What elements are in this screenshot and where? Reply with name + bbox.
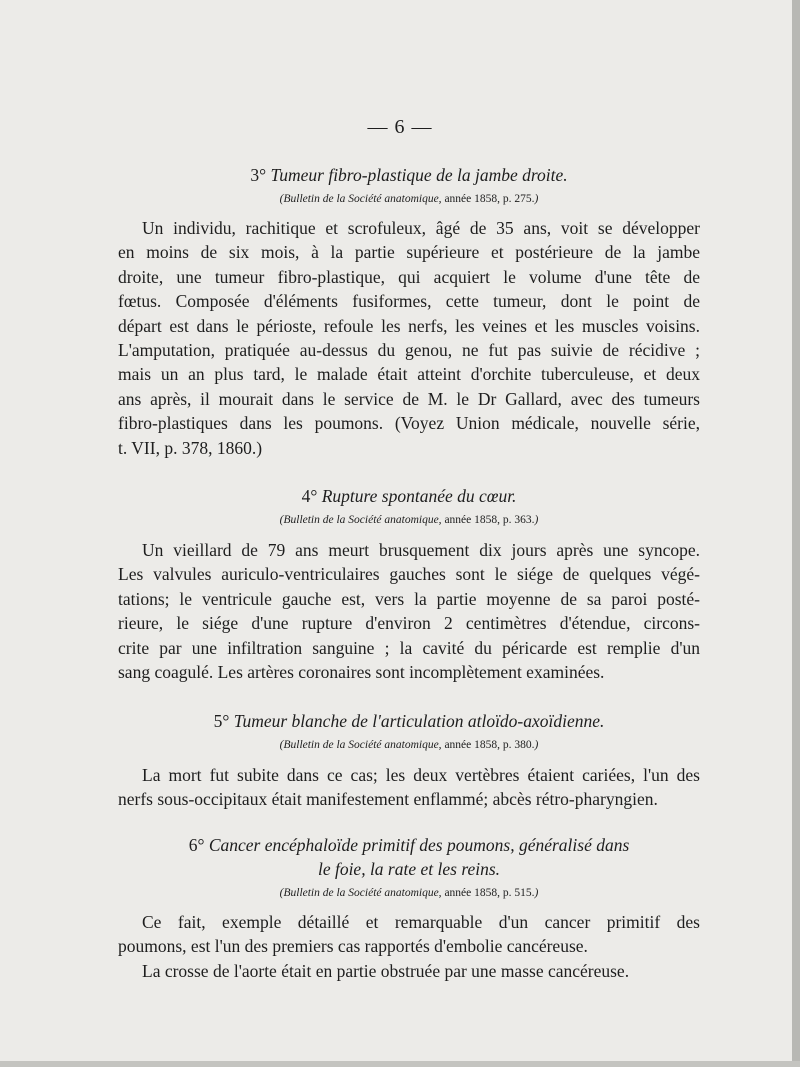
section-6-heading bbox=[118, 833, 700, 857]
section-6-paragraph-2: La crosse de l'aorte était en partie obstruée par une masse cancéreuse. bbox=[142, 960, 630, 981]
section-3-line: en moins de six mois, à la partie supérieure et postérieure de la jambe bbox=[118, 242, 700, 263]
section-4-line: Un vieillard de 79 ans meurt brusquement dix jours après une syncope. bbox=[142, 540, 700, 560]
section-6-ref-details: année 1858, p. 515. bbox=[444, 887, 535, 899]
section-3-number: 3° bbox=[250, 165, 267, 185]
section-3-ref-details: année 1858, p. 275. bbox=[444, 193, 535, 205]
section-3-reference: (Bulletin de la Société anatomique, année 1858, p. 275.) bbox=[279, 193, 539, 205]
page-number: — 6 — bbox=[367, 116, 433, 138]
section-3 bbox=[118, 163, 700, 460]
section-6-line: poumons, est l'un des premiers cas rapportés d'embolie cancéreuse. bbox=[118, 936, 588, 957]
section-4-number: 4° bbox=[301, 486, 318, 506]
section-3-line: mais un an plus tard, le malade était atteint d'orchite tuberculeuse, et deux bbox=[118, 364, 700, 385]
section-4 bbox=[118, 484, 700, 684]
section-5-ref-journal: Bulletin de la Société anatomique, bbox=[283, 739, 442, 751]
section-5-number: 5° bbox=[213, 711, 230, 731]
section-4-title: Rupture spontanée du cœur. bbox=[321, 486, 517, 506]
page-edge-shadow bbox=[792, 0, 800, 1067]
section-3-line: L'amputation, pratiquée au-dessus du genou, ne fut pas suivie de récidive ; bbox=[118, 340, 700, 361]
section-3-ref-journal: Bulletin de la Société anatomique, bbox=[283, 193, 442, 205]
section-6-number: 6° bbox=[188, 835, 205, 855]
section-5-heading bbox=[118, 709, 700, 733]
section-6-line: Ce fait, exemple détaillé et remarquable d'un cancer primitif des bbox=[142, 912, 700, 932]
section-4-ref-journal: Bulletin de la Société anatomique, bbox=[283, 514, 442, 526]
section-4-line: sang coagulé. Les artères coronaires sont incomplètement examinées. bbox=[118, 662, 605, 683]
section-6-title-line-2: le foie, la rate et les reins. bbox=[317, 859, 501, 879]
page-bottom-edge bbox=[0, 1061, 800, 1067]
section-4-line: tations; le ventricule gauche est, vers la partie moyenne de sa paroi posté- bbox=[118, 588, 700, 609]
section-6-ref-journal: Bulletin de la Société anatomique, bbox=[283, 887, 442, 899]
section-3-line: fibro-plastiques dans les poumons. (Voyez Union médicale, nouvelle série, bbox=[118, 413, 700, 434]
section-3-line: fœtus. Composée d'éléments fusiformes, cette tumeur, dont le point de bbox=[118, 291, 700, 312]
section-5-line: nerfs sous-occipitaux était manifestement enflammé; abcès rétro-pharyngien. bbox=[118, 789, 658, 810]
section-6-title-line-1: Cancer encéphaloïde primitif des poumons, généralisé dans bbox=[208, 835, 630, 855]
section-6-paragraph bbox=[118, 910, 700, 959]
section-5-ref-details: année 1858, p. 380. bbox=[444, 739, 535, 751]
section-5-paragraph bbox=[118, 763, 700, 812]
section-4-line: crite par une infiltration sanguine ; la cavité du péricarde est remplie d'un bbox=[118, 637, 700, 658]
section-4-ref-details: année 1858, p. 363. bbox=[444, 514, 535, 526]
section-3-line: ans après, il mourait dans le service de M. le Dr Gallard, avec des tumeurs bbox=[118, 388, 700, 409]
section-4-line: rieure, le siége d'une rupture d'environ 2 centimètres d'étendue, circons- bbox=[118, 613, 700, 634]
section-4-line: Les valvules auriculo-ventriculaires gauches sont le siége de quelques végé- bbox=[118, 564, 700, 585]
section-3-line: Un individu, rachitique et scrofuleux, âgé de 35 ans, voit se développer bbox=[142, 218, 700, 238]
section-3-title: Tumeur fibro-plastique de la jambe droite. bbox=[270, 165, 568, 185]
section-5-line: La mort fut subite dans ce cas; les deux vertèbres étaient cariées, l'un des bbox=[142, 765, 700, 785]
section-3-line: droite, une tumeur fibro-plastique, qui acquiert le volume d'une tête de bbox=[118, 266, 700, 287]
section-3-paragraph bbox=[118, 216, 700, 460]
section-5 bbox=[118, 709, 700, 812]
section-3-heading bbox=[118, 163, 700, 187]
section-3-line: départ est dans le périoste, refoule les nerfs, les veines et les muscles voisins. bbox=[118, 315, 700, 336]
section-4-heading bbox=[118, 484, 700, 508]
section-6 bbox=[118, 833, 700, 983]
section-6-reference: (Bulletin de la Société anatomique, année 1858, p. 515.) bbox=[279, 887, 539, 899]
section-5-title: Tumeur blanche de l'articulation atloïdo-axoïdienne. bbox=[233, 711, 605, 731]
section-5-reference: (Bulletin de la Société anatomique, année 1858, p. 380.) bbox=[279, 739, 539, 751]
section-4-reference: (Bulletin de la Société anatomique, année 1858, p. 363.) bbox=[279, 514, 539, 526]
section-3-line: t. VII, p. 378, 1860.) bbox=[118, 437, 263, 458]
section-4-paragraph bbox=[118, 538, 700, 684]
